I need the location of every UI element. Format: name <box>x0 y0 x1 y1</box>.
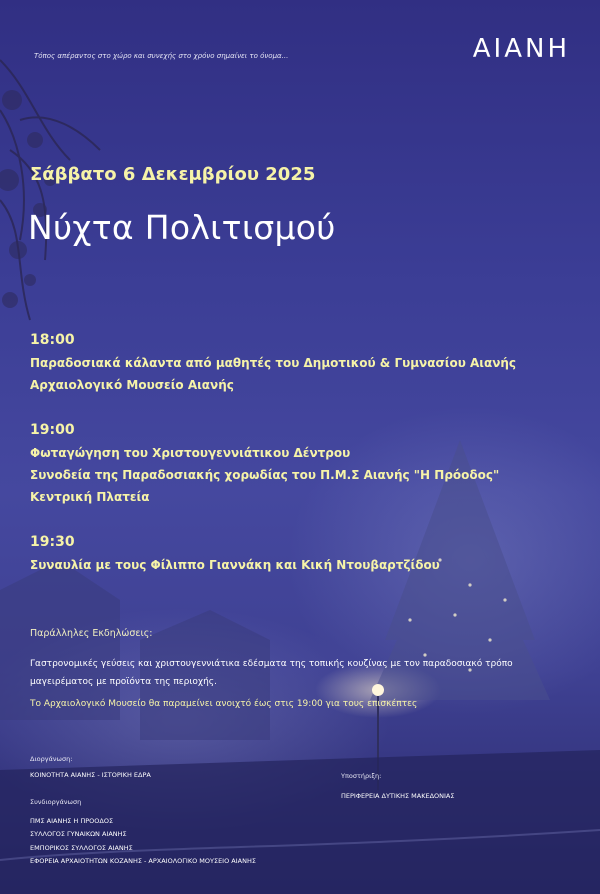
event-1800 <box>30 330 590 396</box>
organizer-name: ΚΟΙΝΟΤΗΤΑ ΑΙΑΝΗΣ - ΙΣΤΟΡΙΚΗ ΕΔΡΑ <box>30 771 151 779</box>
event-1930 <box>30 532 590 576</box>
event-location: Κεντρική Πλατεία <box>30 490 150 504</box>
event-time: 19:30 <box>30 534 75 550</box>
support-name: ΠΕΡΙΦΕΡΕΙΑ ΔΥΤΙΚΗΣ ΜΑΚΕΔΟΝΙΑΣ <box>341 792 455 800</box>
museum-hours-note: Το Αρχαιολογικό Μουσείο θα παραμείνει ανοιχτό έως στις 19:00 για τους επισκέπτες <box>30 699 418 709</box>
event-time: 19:00 <box>30 422 75 438</box>
event-description: Παραδοσιακά κάλαντα από μαθητές του Δημοτικού & Γυμνασίου Αιανής <box>30 356 517 370</box>
parallel-events-heading: Παράλληλες Εκδηλώσεις: <box>30 628 153 639</box>
event-description: Συναυλία με τους Φίλιππο Γιαννάκη και Κική Ντουβαρτζίδου <box>30 558 440 572</box>
houses-silhouette <box>0 560 270 740</box>
event-description: Φωταγώγηση του Χριστουγεννιάτικου Δέντρου <box>30 446 351 460</box>
co-organizer: ΠΜΣ ΑΙΑΝΗΣ Η ΠΡΟΟΔΟΣ <box>30 817 114 825</box>
event-date: Σάββατο 6 Δεκεμβρίου 2025 <box>30 164 316 185</box>
co-organizers-list <box>30 815 256 869</box>
co-organizer: ΣΥΛΛΟΓΟΣ ΓΥΝΑΙΚΩΝ ΑΙΑΝΗΣ <box>30 830 127 839</box>
event-description: Συνοδεία της Παραδοσιακής χορωδίας του Π.Μ.Σ Αιανής "Η Πρόοδος" <box>30 468 500 482</box>
page-title: Νύχτα Πολιτισμού <box>28 208 336 247</box>
event-1900 <box>30 420 590 508</box>
aiani-logo: ΑΙΑΝΗ <box>472 34 570 64</box>
event-location: Αρχαιολογικό Μουσείο Αιανής <box>30 378 234 392</box>
support-label: Υποστήριξη: <box>341 772 382 780</box>
co-organizer: ΕΜΠΟΡΙΚΟΣ ΣΥΛΛΟΓΟΣ ΑΙΑΝΗΣ <box>30 843 133 852</box>
parallel-events-description: Γαστρονομικές γεύσεις και χριστουγεννιάτικα εδέσματα της τοπικής κουζίνας με τον παραδοσιακό τρόπο μαγειρέματος με προϊόντα της περιοχής. <box>30 659 513 687</box>
tagline: Τόπος απέραντος στο χώρο και συνεχής στο χρόνο σημαίνει το όνομα... <box>34 52 289 60</box>
organizer-label: Διοργάνωση: <box>30 755 73 763</box>
co-organizer: ΕΦΟΡΕΙΑ ΑΡΧΑΙΟΤΗΤΩΝ ΚΟΖΑΝΗΣ - ΑΡΧΑΙΟΛΟΓΙΚΟ ΜΟΥΣΕΙΟ ΑΙΑΝΗΣ <box>30 857 256 866</box>
co-organizers-label: Συνδιοργάνωση <box>30 798 82 806</box>
event-time: 18:00 <box>30 332 75 348</box>
